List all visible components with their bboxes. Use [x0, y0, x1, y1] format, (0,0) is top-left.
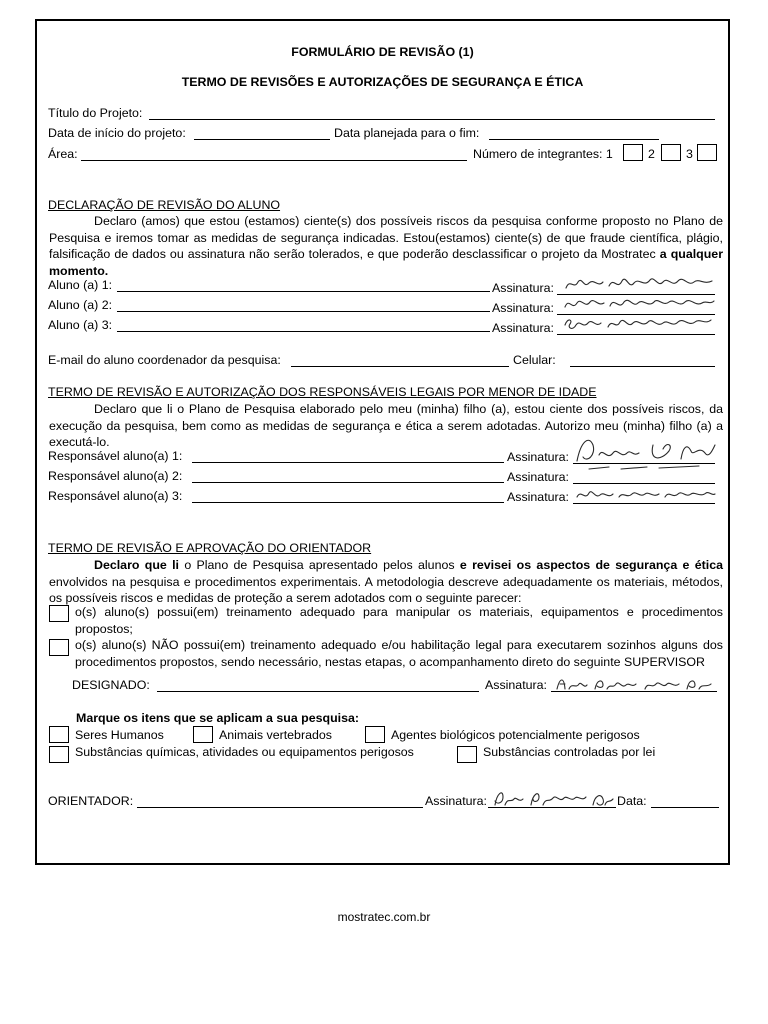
data-inicio-field[interactable]	[194, 139, 330, 140]
seres-humanos-checkbox[interactable]	[49, 726, 69, 743]
resp2-field[interactable]	[192, 482, 504, 483]
designado-field[interactable]	[157, 691, 479, 692]
aluno-declaration-text: Declaro (amos) que estou (estamos) ciente(s) dos possíveis riscos da pesquisa conforme proposto no Plano de Pesquisa e iremos tomar as medidas de segurança indicadas. Estou(estamos) ciente(s) de que fraude científica, plágio, falsificação de dados ou assinatura não serão tolerados, e que poderão desclassificar o projeto da Mostratec	[49, 214, 723, 262]
aluno1-field[interactable]	[117, 291, 490, 292]
parecer-checkbox-adequado[interactable]	[49, 605, 69, 622]
substancias-controladas-checkbox[interactable]	[457, 746, 477, 763]
celular-field[interactable]	[570, 366, 715, 367]
animais-vertebrados-checkbox[interactable]	[193, 726, 213, 743]
data-field[interactable]	[651, 807, 719, 808]
email-label: E-mail do aluno coordenador da pesquisa:	[48, 353, 281, 367]
resp3-label: Responsável aluno(a) 3:	[48, 489, 183, 503]
integrantes-checkbox-3[interactable]	[697, 144, 717, 161]
agentes-biologicos-label: Agentes biológicos potencialmente perigosos	[391, 728, 640, 742]
orientador-declaration-bold-1: Declaro que li	[94, 558, 179, 572]
form-subtitle: TERMO DE REVISÕES E AUTORIZAÇÕES DE SEGURANÇA E ÉTICA	[181, 75, 584, 89]
orientador-declaration-text-1: o Plano de Pesquisa apresentado pelos alunos	[184, 558, 455, 572]
responsaveis-section-heading: TERMO DE REVISÃO E AUTORIZAÇÃO DOS RESPONSÁVEIS LEGAIS POR MENOR DE IDADE	[48, 385, 597, 399]
aluno3-signature	[562, 311, 717, 335]
resp1-assinatura-label: Assinatura:	[507, 450, 569, 464]
aluno1-assinatura-label: Assinatura:	[492, 281, 554, 295]
footer-site: mostratec.com.br	[337, 910, 431, 924]
data-inicio-label: Data de início do projeto:	[48, 126, 186, 140]
aluno1-label: Aluno (a) 1:	[48, 278, 113, 292]
integrantes-option-3: 3	[686, 147, 693, 161]
resp3-field[interactable]	[192, 502, 504, 503]
celular-label: Celular:	[513, 353, 556, 367]
aluno3-field[interactable]	[117, 331, 490, 332]
data-fim-label: Data planejada para o fim:	[334, 126, 480, 140]
aluno2-assinatura-label: Assinatura:	[492, 301, 554, 315]
orientador-declaration	[49, 557, 723, 607]
aluno2-label: Aluno (a) 2:	[48, 298, 113, 312]
aluno-section-heading: DECLARAÇÃO DE REVISÃO DO ALUNO	[48, 198, 281, 212]
responsaveis-declaration-text: Declaro que li o Plano de Pesquisa elaborado pelo meu (minha) filho (a), estou ciente dos possíveis riscos, da execução da pesquisa, bem como as medidas de segurança e ética a serem adotadas. Autorizo meu (minha) filho (a) a executá-lo.	[49, 402, 723, 450]
aluno3-label: Aluno (a) 3:	[48, 318, 113, 332]
orientador-field[interactable]	[137, 807, 423, 808]
parecer-option-adequado: o(s) aluno(s) possui(em) treinamento adequado para manipular os materiais, equipamentos e procedimentos propostos;	[75, 605, 723, 636]
resp2-assinatura-label: Assinatura:	[507, 470, 569, 484]
orientador-assinatura-label: Assinatura:	[425, 794, 487, 808]
designado-label: DESIGNADO:	[72, 678, 150, 692]
resp2-label: Responsável aluno(a) 2:	[48, 469, 183, 483]
parecer-option-nao-adequado: o(s) aluno(s) NÃO possui(em) treinamento adequado e/ou habilitação legal para executarem sozinhos alguns dos procedimentos propostos, sendo necessário, nestas etapas, o acompanhamento direto do seguinte SUPERVISOR	[75, 638, 723, 669]
substancias-quimicas-checkbox[interactable]	[49, 746, 69, 763]
designado-assinatura-label: Assinatura:	[485, 678, 547, 692]
orientador-signature	[489, 785, 617, 811]
email-field[interactable]	[291, 366, 509, 367]
designado-signature	[553, 673, 715, 695]
integrantes-checkbox-1[interactable]	[623, 144, 643, 161]
titulo-label: Título do Projeto:	[48, 106, 143, 120]
substancias-controladas-label: Substâncias controladas por lei	[483, 745, 656, 759]
data-label: Data:	[617, 794, 647, 808]
resp1-field[interactable]	[192, 462, 504, 463]
marque-label: Marque os itens que se aplicam a sua pesquisa:	[76, 711, 360, 725]
integrantes-option-2: 2	[648, 147, 655, 161]
resp1-label: Responsável aluno(a) 1:	[48, 449, 183, 463]
orientador-declaration-bold-2: e revisei os aspectos de segurança e ética	[459, 558, 723, 572]
substancias-quimicas-label: Substâncias químicas, atividades ou equipamentos perigosos	[75, 745, 414, 759]
animais-vertebrados-label: Animais vertebrados	[219, 728, 332, 742]
aluno-declaration-bold: a qualquer momento.	[49, 247, 724, 278]
area-label: Área:	[48, 147, 78, 161]
form-title: FORMULÁRIO DE REVISÃO (1)	[291, 45, 474, 59]
orientador-declaration-text-2: envolvidos na pesquisa e procedimentos experimentais. A metodologia descreve adequadamente os materiais, métodos, os possíveis riscos e medidas de proteção a serem adotados com o seguinte parecer:	[49, 574, 723, 606]
resp3-signature	[573, 483, 718, 505]
aluno3-assinatura-label: Assinatura:	[492, 321, 554, 335]
orientador-label: ORIENTADOR:	[48, 794, 134, 808]
agentes-biologicos-checkbox[interactable]	[365, 726, 385, 743]
seres-humanos-label: Seres Humanos	[75, 728, 164, 742]
integrantes-label: Número de integrantes: 1	[473, 147, 613, 161]
parecer-checkbox-nao-adequado[interactable]	[49, 639, 69, 656]
aluno2-field[interactable]	[117, 311, 490, 312]
titulo-field[interactable]	[149, 119, 715, 120]
form-frame	[35, 19, 730, 865]
orientador-section-heading: TERMO DE REVISÃO E APROVAÇÃO DO ORIENTADOR	[48, 541, 372, 555]
resp1-signature	[569, 431, 719, 471]
integrantes-checkbox-2[interactable]	[661, 144, 681, 161]
area-field[interactable]	[81, 160, 467, 161]
resp3-assinatura-label: Assinatura:	[507, 490, 569, 504]
data-fim-field[interactable]	[489, 139, 659, 140]
